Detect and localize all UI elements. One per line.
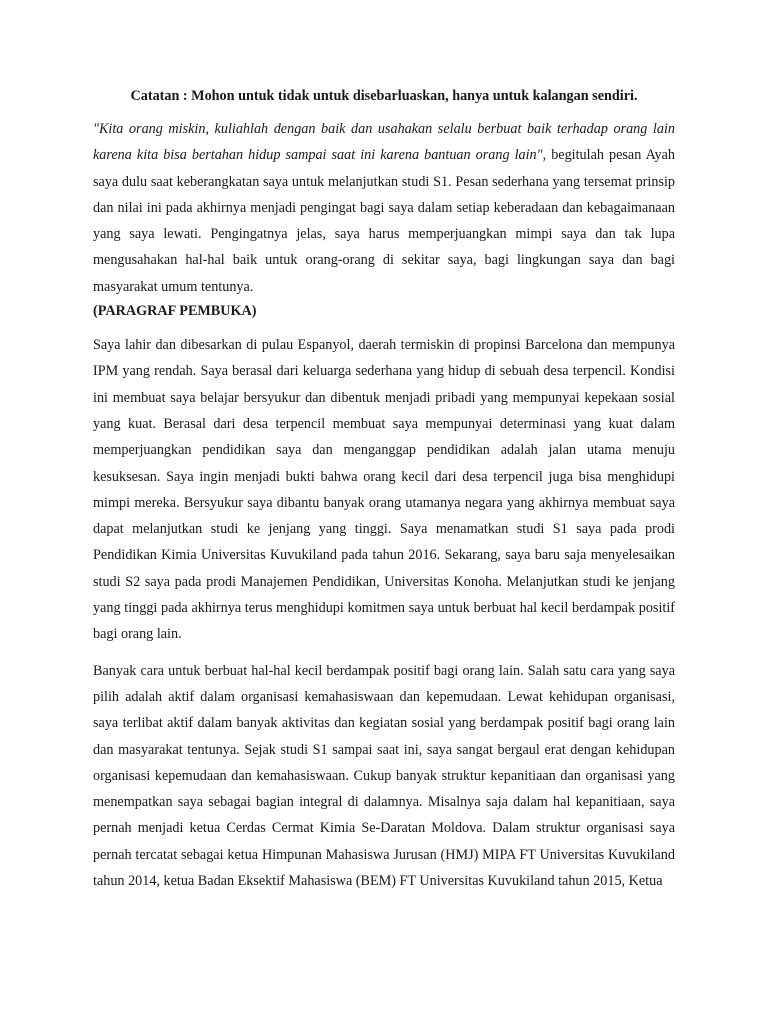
document-page <box>93 84 675 894</box>
body-paragraph-3: Banyak cara untuk berbuat hal-hal kecil berdampak positif bagi orang lain. Salah satu cara yang saya pilih adalah aktif dalam organisasi kemahasiswaan dan kepemudaan. Lewat kehidupan organisasi, saya terlibat aktif dalam banyak aktivitas dan kegiatan sosial yang berdampak positif bagi orang lain dan masyarakat tentunya. Sejak studi S1 sampai saat ini, saya sangat bergaul erat dengan kehidupan organisasi kepemudaan dan kemahasiswaan. Cukup banyak struktur kepanitiaan dan organisasi yang menempatkan saya sebagai bagian integral di dalamnya. Misalnya saja dalam hal kepanitiaan, saya pernah menjadi ketua Cerdas Cermat Kimia Se-Daratan Moldova. Dalam struktur organisasi saya pernah tercatat sebagai ketua Himpunan Mahasiswa Jurusan (HMJ) MIPA FT Universitas Kuvukiland tahun 2014, ketua Badan Eksektif Mahasiswa (BEM) FT Universitas Kuvukiland tahun 2015, Ketua <box>93 662 675 890</box>
opening-quote: "Kita orang miskin, kuliahlah dengan baik dan usahakan selalu berbuat baik terhadap orang lain karena kita bisa bertahan hidup sampai saat ini karena bantuan orang lain" <box>93 121 675 164</box>
body-paragraph-2: Saya lahir dan dibesarkan di pulau Espanyol, daerah termiskin di propinsi Barcelona dan mempunya IPM yang rendah. Saya berasal dari keluarga sederhana yang hidup di sebuah desa terpencil. Kondisi ini membuat saya belajar bersyukur dan dibentuk menjadi pribadi yang mempunyai kepekaan sosial yang kuat. Berasal dari desa terpencil membuat saya mempunyai determinasi yang kuat dalam memperjuangkan pendidikan saya dan menganggap pendidikan adalah jalan utama menuju kesuksesan. Saya ingin menjadi bukti bahwa orang kecil dari desa terpencil juga bisa menghidupi mimpi mereka. Bersyukur saya dibantu banyak orang utamanya negara yang akhirnya membuat saya dapat melanjutkan studi ke jenjang yang tinggi. Saya menamatkan studi S1 saya pada prodi Pendidikan Kimia Universitas Kuvukiland pada tahun 2016. Sekarang, saya baru saja menyelesaikan studi S2 saya pada prodi Manajemen Pendidikan, Universitas Konoha. Melanjutkan studi ke jenjang yang tinggi pada akhirnya terus menghidupi komitmen saya untuk berbuat hal kecil berdampak positif bagi orang lain. <box>93 337 675 643</box>
opening-text: , begitulah pesan Ayah saya dulu saat keberangkatan saya untuk melanjutkan studi S1. Pesan sederhana yang tersemat prinsip dan nilai ini pada akhirnya menjadi pengingat bagi saya dalam setiap keberadaan dan kebagaimanaan yang saya lewati. Pengingatnya jelas, saya harus memperjuangkan mimpi saya dan tak lupa mengusahakan hal-hal baik untuk orang-orang di sekitar saya, bagi lingkungan saya dan bagi masyarakat umum tentunya. <box>93 147 675 295</box>
paragraph-label: (PARAGRAF PEMBUKA) <box>93 303 257 320</box>
opening-paragraph <box>93 116 675 322</box>
document-note: Catatan : Mohon untuk tidak untuk disebarluaskan, hanya untuk kalangan sendiri. <box>130 88 638 104</box>
